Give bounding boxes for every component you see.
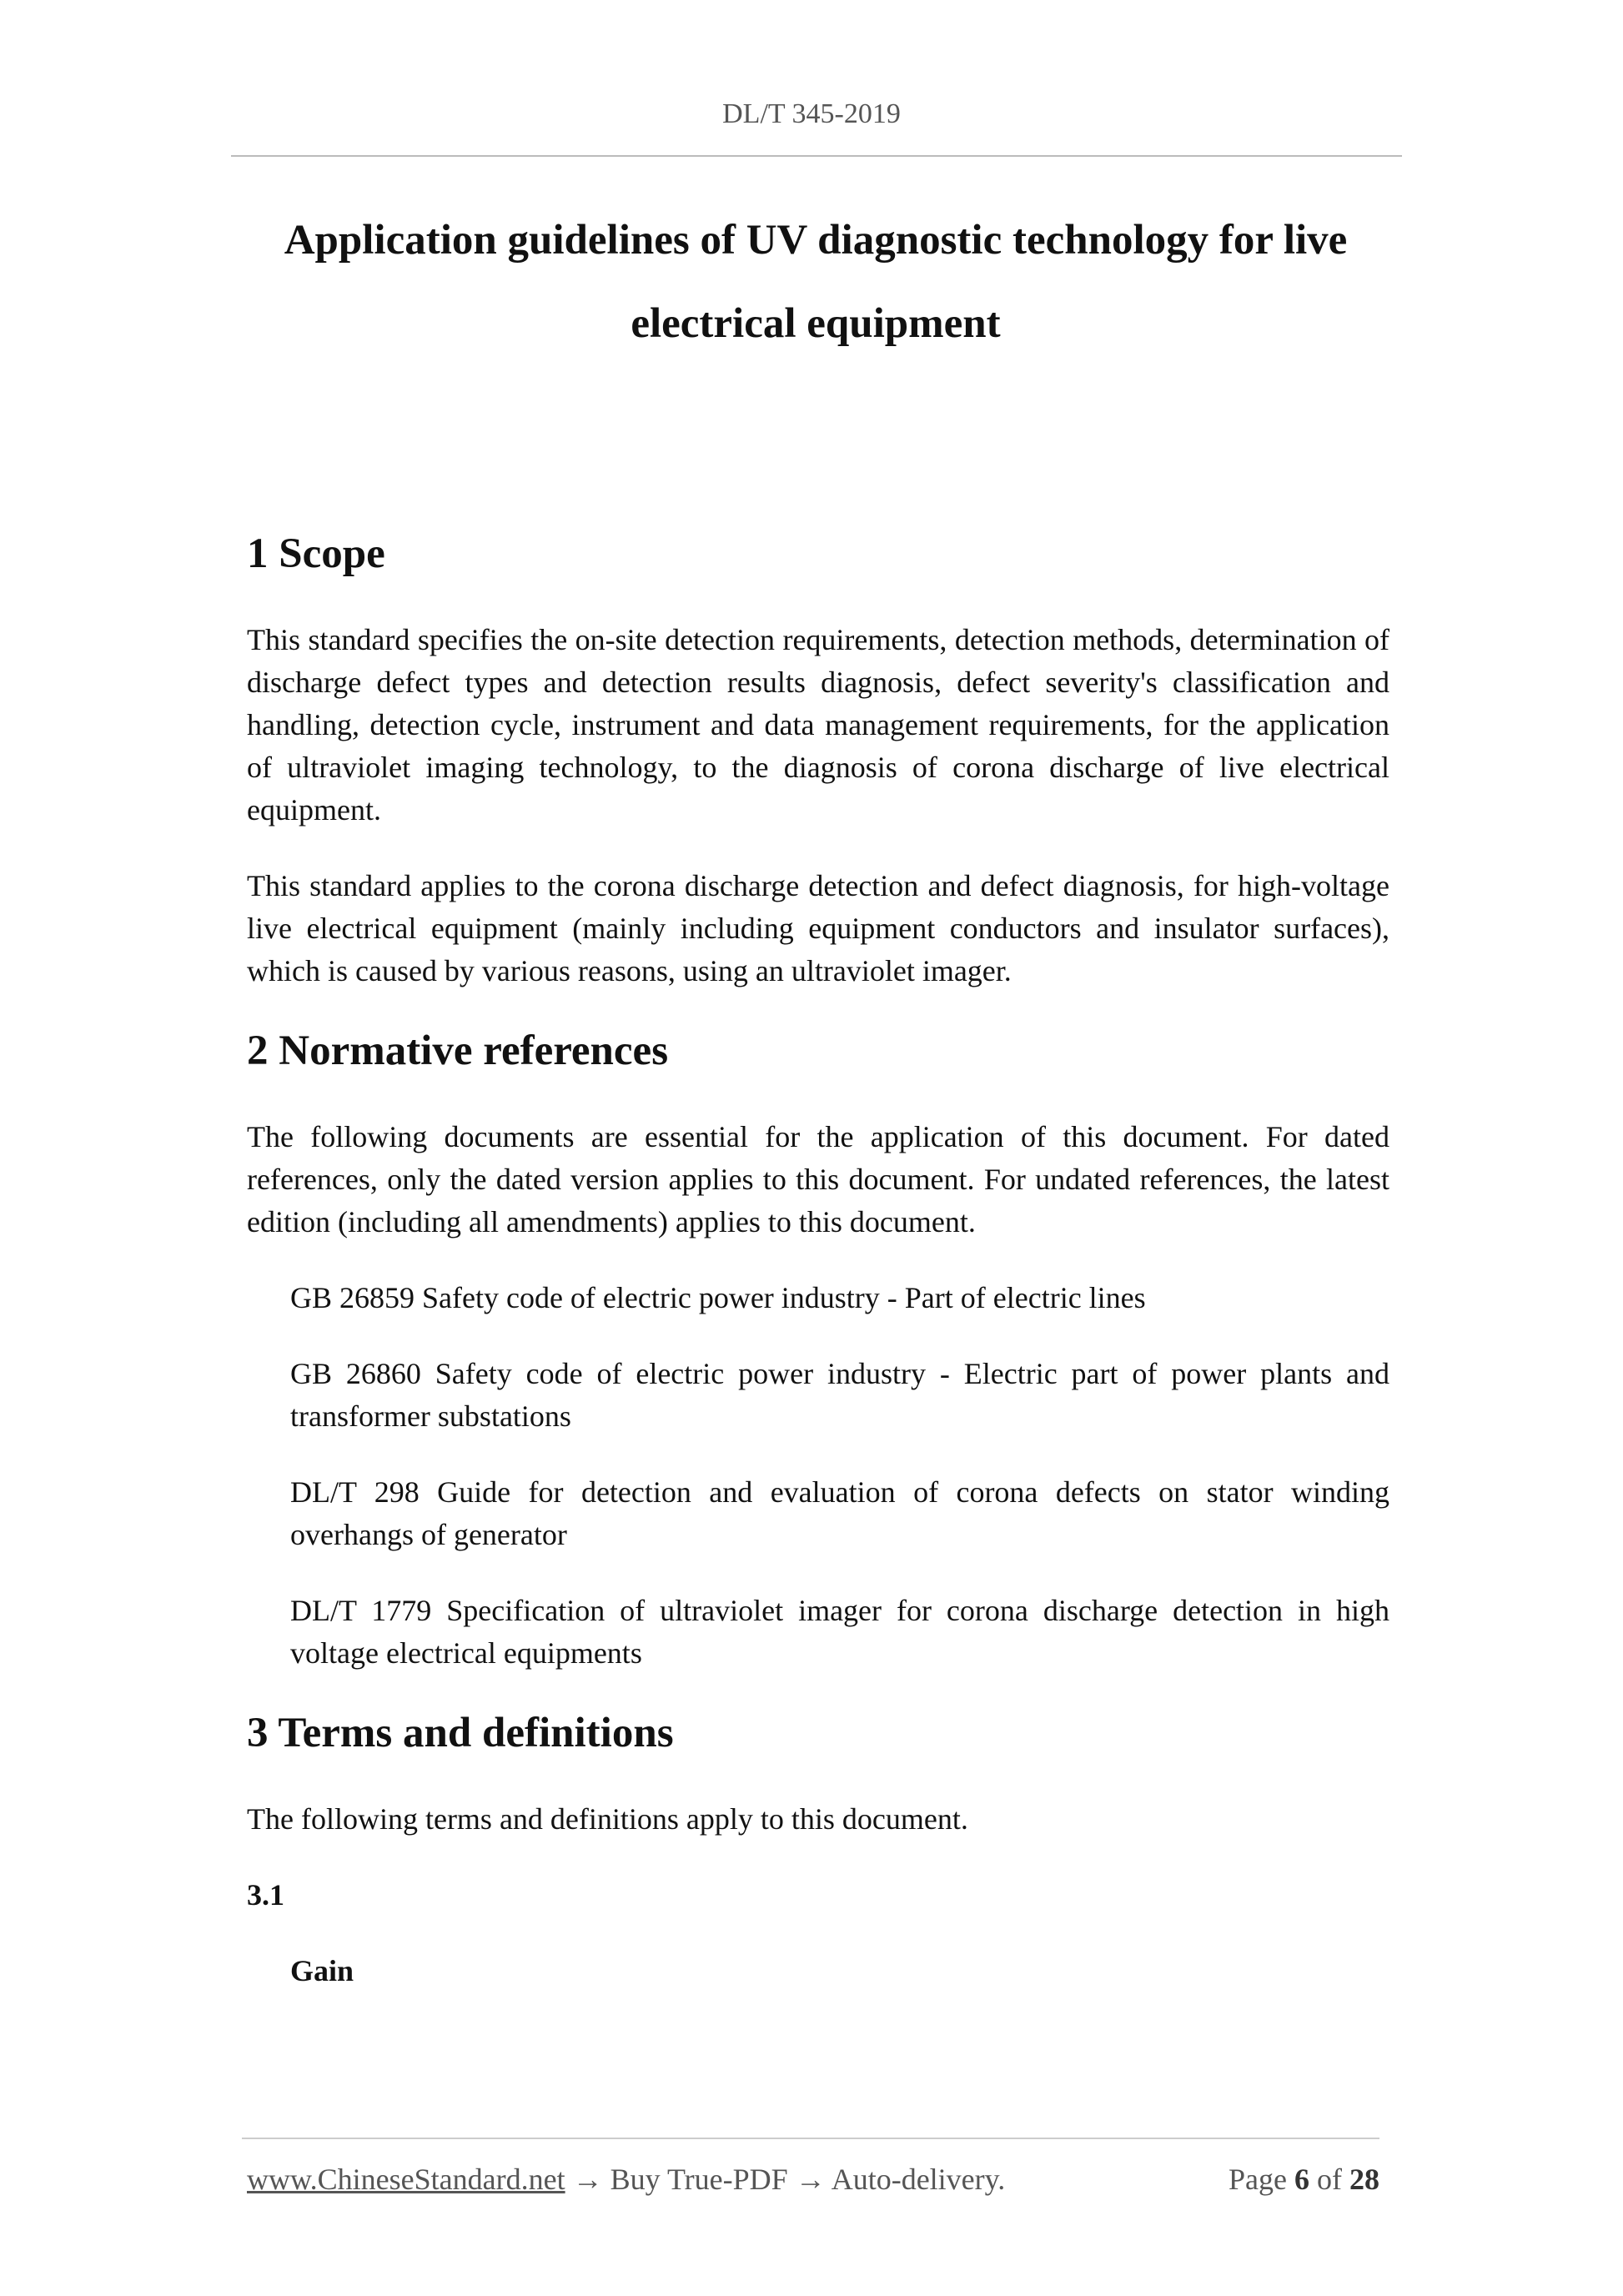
section-heading-scope: 1 Scope xyxy=(247,530,385,577)
total-page-count: 28 xyxy=(1349,2163,1379,2196)
reference-item: GB 26859 Safety code of electric power industry - Part of electric lines xyxy=(290,1281,1146,1314)
title-line-2: electrical equipment xyxy=(631,300,1001,347)
document-body xyxy=(247,524,1389,1992)
normative-intro-paragraph: The following documents are essential for the application of this document. For dated references, only the dated version applies to this document. For undated references, the latest edition (including all amendments) applies to this document. xyxy=(247,1120,1389,1238)
section-heading-terms-and-definitions: 3 Terms and definitions xyxy=(247,1710,674,1756)
arrow-right-icon: → xyxy=(572,2163,603,2196)
current-page-number: 6 xyxy=(1294,2163,1309,2196)
of-label: of xyxy=(1317,2163,1342,2196)
auto-delivery-text: Auto-delivery. xyxy=(831,2163,1006,2196)
document-title xyxy=(234,198,1398,365)
section-heading-normative-references: 2 Normative references xyxy=(247,1027,669,1074)
page-label: Page xyxy=(1229,2163,1287,2196)
page-indicator xyxy=(1229,2160,1379,2198)
buy-true-pdf-text: Buy True-PDF xyxy=(610,2163,788,2196)
terms-intro-paragraph: The following terms and definitions apply to this document. xyxy=(247,1802,968,1836)
footer-promo xyxy=(247,2160,1005,2198)
term-name: Gain xyxy=(290,1954,354,1987)
clause-number: 3.1 xyxy=(247,1878,284,1912)
footer-divider xyxy=(242,2138,1379,2139)
title-line-1: Application guidelines of UV diagnostic technology for live xyxy=(284,217,1348,264)
scope-paragraph-1: This standard specifies the on-site detection requirements, detection methods, determination of discharge defect types and detection results diagnosis, defect severity's classification and handling, detection cycle, instrument and data management requirements, for the application of ultraviolet imaging technology, to the diagnosis of corona discharge of live electrical equipment. xyxy=(247,623,1389,826)
reference-item: DL/T 298 Guide for detection and evaluation of corona defects on stator winding overhangs of generator xyxy=(290,1475,1389,1551)
chinesestandard-link[interactable]: www.ChineseStandard.net xyxy=(247,2163,565,2196)
arrow-right-icon: → xyxy=(795,2163,826,2196)
reference-item: GB 26860 Safety code of electric power industry - Electric part of power plants and transformer substations xyxy=(290,1357,1389,1433)
scope-paragraph-2: This standard applies to the corona discharge detection and defect diagnosis, for high-voltage live electrical equipment (mainly including equipment conductors and insulator surfaces), which is caused by various reasons, using an ultraviolet imager. xyxy=(247,869,1389,987)
reference-item: DL/T 1779 Specification of ultraviolet imager for corona discharge detection in high voltage electrical equipments xyxy=(290,1594,1389,1670)
header-standard-code: DL/T 345-2019 xyxy=(722,98,901,129)
header-divider xyxy=(231,155,1402,157)
